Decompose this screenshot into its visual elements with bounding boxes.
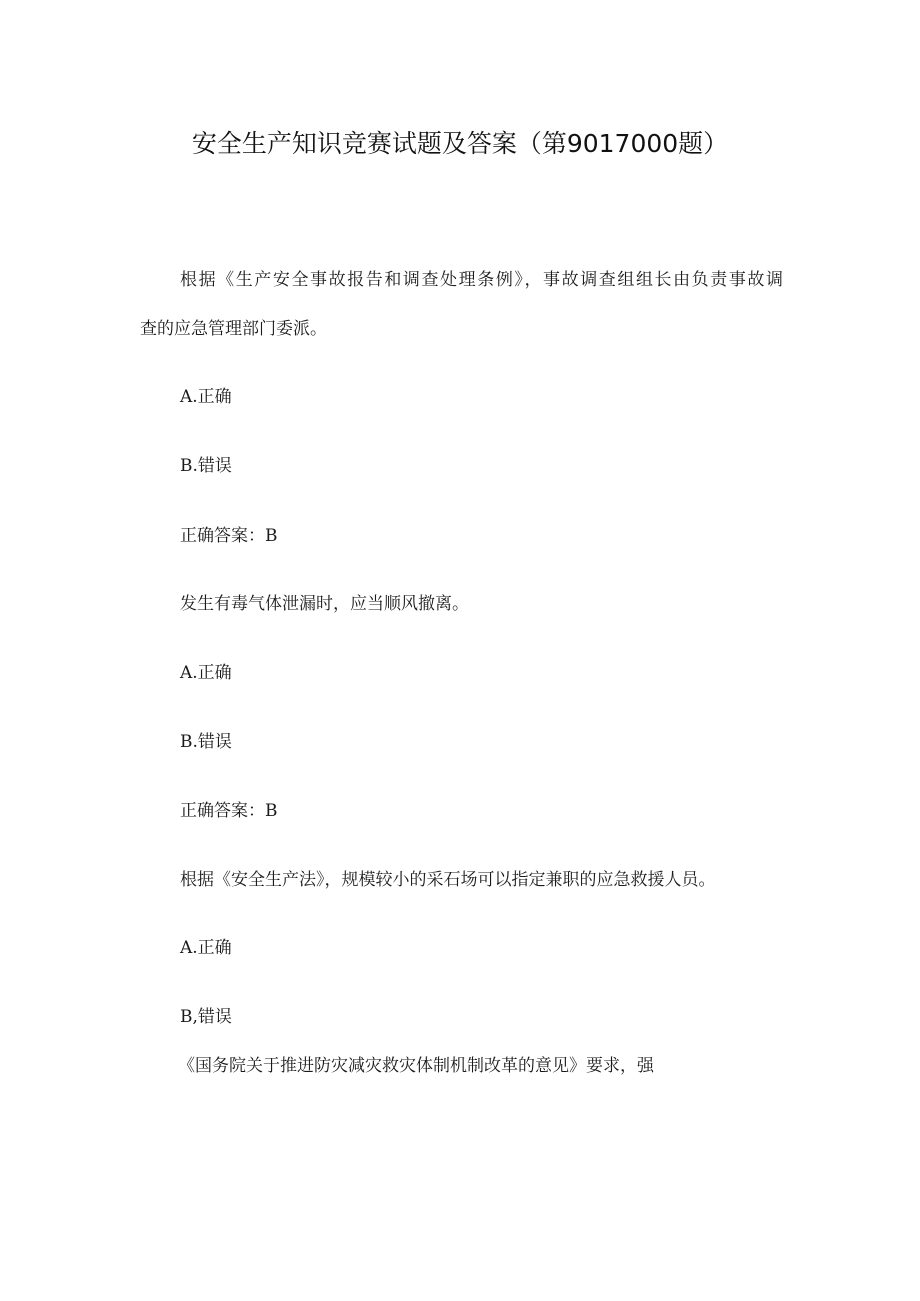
- question-3-stem-line-1: 根据《安全生产法》，规模较小的采石场可以指定兼职的应急救援人员。: [180, 870, 716, 890]
- question-1-stem-line-2: 查的应急管理部门委派。: [140, 319, 327, 339]
- question-2-option-b: B.错误: [180, 732, 232, 752]
- question-4-stem-line-1: 《国务院关于推进防灾减灾救灾体制机制改革的意见》要求，强: [178, 1056, 654, 1076]
- question-1-option-b: B.错误: [180, 456, 232, 476]
- question-2-option-a: A.正确: [180, 663, 232, 683]
- question-2-stem-line-1: 发生有毒气体泄漏时，应当顺风撤离。: [180, 594, 469, 614]
- question-3-option-a: A.正确: [180, 938, 232, 958]
- question-2-answer: 正确答案：B: [180, 801, 278, 821]
- question-3-option-b: B,错误: [180, 1007, 232, 1027]
- question-1-answer: 正确答案：B: [180, 526, 278, 546]
- page-title: 安全生产知识竞赛试题及答案（第9017000题）: [191, 129, 729, 158]
- question-1-option-a: A.正确: [180, 387, 232, 407]
- question-1-stem-line-1: 根据《生产安全事故报告和调查处理条例》，事故调查组组长由负责事故调: [180, 270, 783, 290]
